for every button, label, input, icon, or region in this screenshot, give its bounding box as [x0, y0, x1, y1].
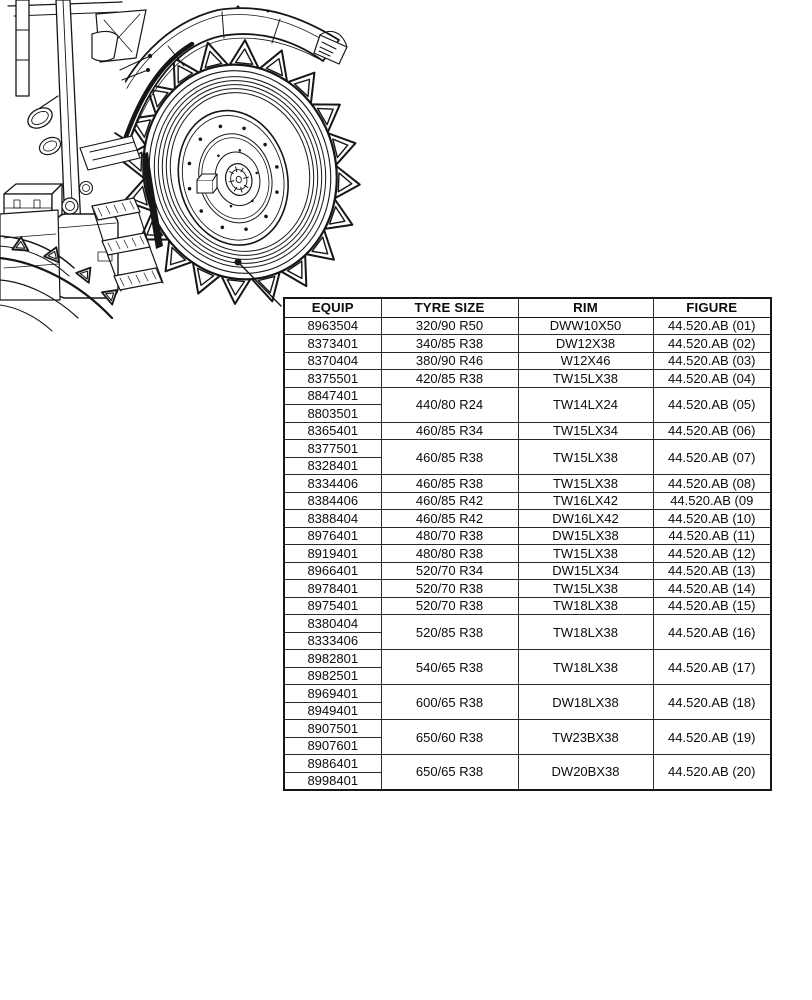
equip-cell: 8380404: [284, 615, 381, 633]
equip-cell: 8377501: [284, 440, 381, 458]
equip-cell: 8333406: [284, 632, 381, 650]
equip-cell: 8982801: [284, 650, 381, 668]
table-row: [284, 650, 771, 668]
equip-cell: 8370404: [284, 352, 381, 370]
tyre-size-cell: 460/85 R38: [381, 475, 518, 493]
figure-cell: 44.520.AB (18): [653, 685, 771, 720]
figure-cell: 44.520.AB (11): [653, 527, 771, 545]
tyre-size-cell: 540/65 R38: [381, 650, 518, 685]
rim-cell: DW15LX38: [518, 527, 653, 545]
table-row: [284, 720, 771, 738]
figure-cell: 44.520.AB (08): [653, 475, 771, 493]
table-row: [284, 527, 771, 545]
equip-cell: 8375501: [284, 370, 381, 388]
table-row: [284, 510, 771, 528]
rim-cell: TW18LX38: [518, 615, 653, 650]
table-row: [284, 545, 771, 563]
equip-cell: 8969401: [284, 685, 381, 703]
table-row: [284, 475, 771, 493]
figure-cell: 44.520.AB (10): [653, 510, 771, 528]
header-tyre-size: TYRE SIZE: [381, 298, 518, 317]
figure-cell: 44.520.AB (03): [653, 352, 771, 370]
figure-cell: 44.520.AB (15): [653, 597, 771, 615]
figure-cell: 44.520.AB (02): [653, 335, 771, 353]
figure-cell: 44.520.AB (07): [653, 440, 771, 475]
figure-cell: 44.520.AB (20): [653, 755, 771, 790]
tyre-size-cell: 440/80 R24: [381, 387, 518, 422]
rim-cell: TW23BX38: [518, 720, 653, 755]
equip-cell: 8803501: [284, 405, 381, 423]
table-row: [284, 492, 771, 510]
header-rim: RIM: [518, 298, 653, 317]
rim-cell: DW15LX34: [518, 562, 653, 580]
tyre-size-cell: 460/85 R38: [381, 440, 518, 475]
figure-cell: 44.520.AB (17): [653, 650, 771, 685]
tyre-size-cell: 380/90 R46: [381, 352, 518, 370]
rim-cell: DW16LX42: [518, 510, 653, 528]
equip-cell: 8847401: [284, 387, 381, 405]
tyre-size-cell: 460/85 R42: [381, 510, 518, 528]
tyre-size-cell: 650/60 R38: [381, 720, 518, 755]
equip-cell: 8998401: [284, 772, 381, 790]
figure-cell: 44.520.AB (05): [653, 387, 771, 422]
equip-cell: 8986401: [284, 755, 381, 773]
equip-cell: 8907501: [284, 720, 381, 738]
equip-cell: 8388404: [284, 510, 381, 528]
table-row: [284, 562, 771, 580]
tyre-size-cell: 600/65 R38: [381, 685, 518, 720]
rim-cell: DWW10X50: [518, 317, 653, 335]
equip-cell: 8373401: [284, 335, 381, 353]
rim-cell: TW15LX34: [518, 422, 653, 440]
equip-cell: 8978401: [284, 580, 381, 598]
tyre-size-cell: 520/70 R38: [381, 597, 518, 615]
table-row: [284, 597, 771, 615]
rim-cell: TW15LX38: [518, 370, 653, 388]
equip-cell: 8328401: [284, 457, 381, 475]
figure-cell: 44.520.AB (01): [653, 317, 771, 335]
figure-cell: 44.520.AB (14): [653, 580, 771, 598]
rim-cell: DW18LX38: [518, 685, 653, 720]
table-row: [284, 317, 771, 335]
figure-cell: 44.520.AB (09: [653, 492, 771, 510]
table-row: [284, 615, 771, 633]
table-row: [284, 370, 771, 388]
equip-cell: 8963504: [284, 317, 381, 335]
tyre-size-cell: 520/70 R34: [381, 562, 518, 580]
rim-cell: TW15LX38: [518, 545, 653, 563]
table-row: [284, 580, 771, 598]
tyre-table-container: [283, 297, 772, 791]
table-row: [284, 335, 771, 353]
rim-cell: DW20BX38: [518, 755, 653, 790]
table-row: [284, 755, 771, 773]
equip-cell: 8949401: [284, 702, 381, 720]
figure-cell: 44.520.AB (06): [653, 422, 771, 440]
rim-cell: TW15LX38: [518, 580, 653, 598]
equip-cell: 8384406: [284, 492, 381, 510]
rim-cell: TW16LX42: [518, 492, 653, 510]
figure-cell: 44.520.AB (13): [653, 562, 771, 580]
rim-cell: TW15LX38: [518, 440, 653, 475]
rim-cell: TW14LX24: [518, 387, 653, 422]
tyre-size-cell: 460/85 R42: [381, 492, 518, 510]
tyre-size-cell: 320/90 R50: [381, 317, 518, 335]
table-row: [284, 387, 771, 405]
tyre-size-cell: 480/70 R38: [381, 527, 518, 545]
equip-cell: 8966401: [284, 562, 381, 580]
figure-cell: 44.520.AB (12): [653, 545, 771, 563]
tyre-size-cell: 520/70 R38: [381, 580, 518, 598]
table-row: [284, 440, 771, 458]
figure-cell: 44.520.AB (04): [653, 370, 771, 388]
equip-cell: 8907601: [284, 737, 381, 755]
figure-cell: 44.520.AB (16): [653, 615, 771, 650]
table-header-row: [284, 298, 771, 317]
tyre-size-cell: 480/80 R38: [381, 545, 518, 563]
equip-cell: 8365401: [284, 422, 381, 440]
equip-cell: 8334406: [284, 475, 381, 493]
tractor-illustration: [0, 0, 362, 342]
tyre-size-cell: 460/85 R34: [381, 422, 518, 440]
tyre-size-cell: 650/65 R38: [381, 755, 518, 790]
rim-cell: TW15LX38: [518, 475, 653, 493]
equip-cell: 8976401: [284, 527, 381, 545]
rim-cell: DW12X38: [518, 335, 653, 353]
rim-clamp: [197, 174, 217, 193]
header-equip: EQUIP: [284, 298, 381, 317]
figure-cell: 44.520.AB (19): [653, 720, 771, 755]
equip-cell: 8982501: [284, 667, 381, 685]
tyre-size-cell: 340/85 R38: [381, 335, 518, 353]
equip-cell: 8919401: [284, 545, 381, 563]
equip-cell: 8975401: [284, 597, 381, 615]
table-row: [284, 685, 771, 703]
tyre-table-body: [284, 317, 771, 790]
rim-cell: W12X46: [518, 352, 653, 370]
rim-cell: TW18LX38: [518, 597, 653, 615]
tyre-size-cell: 420/85 R38: [381, 370, 518, 388]
table-row: [284, 422, 771, 440]
tyre-size-cell: 520/85 R38: [381, 615, 518, 650]
tyre-table: [283, 297, 772, 791]
table-row: [284, 352, 771, 370]
header-figure: FIGURE: [653, 298, 771, 317]
rim-cell: TW18LX38: [518, 650, 653, 685]
